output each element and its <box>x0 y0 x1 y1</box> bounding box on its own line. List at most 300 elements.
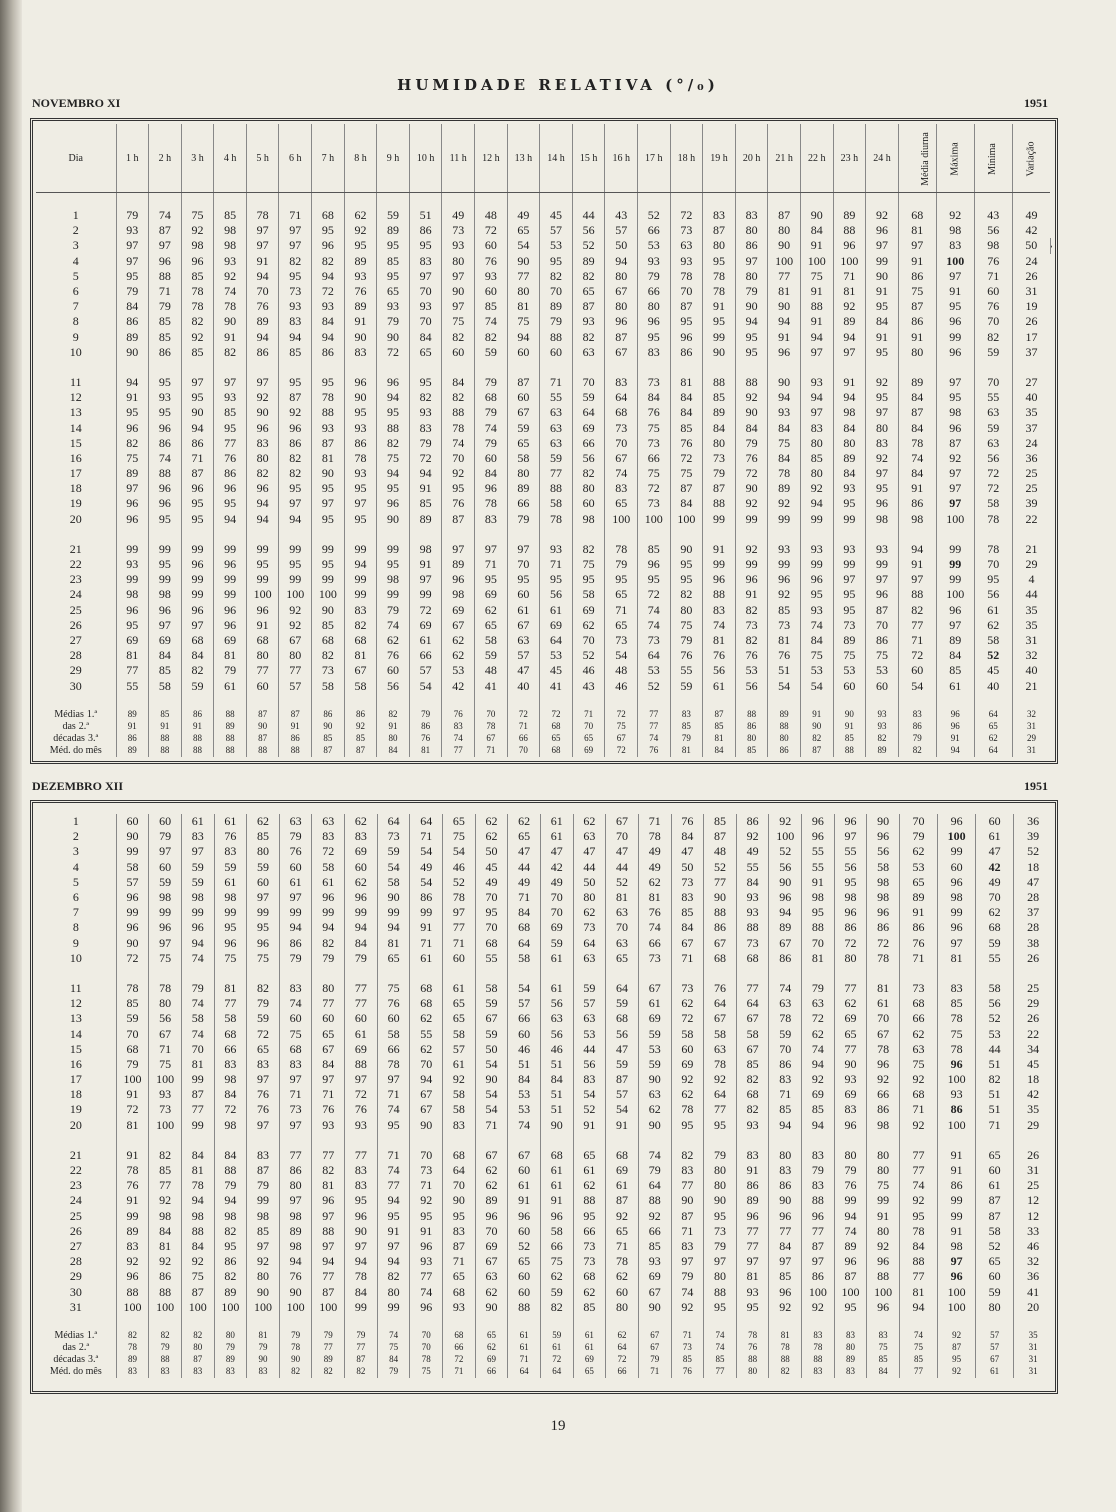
humidity-cell: 98 <box>181 890 214 905</box>
humidity-cell: 74 <box>508 1118 541 1133</box>
humidity-cell: 93 <box>800 375 833 390</box>
humidity-cell: 87 <box>442 512 475 527</box>
humidity-cell: 47 <box>507 663 540 678</box>
humidity-cell: 63 <box>475 1269 508 1284</box>
humidity-cell: 79 <box>670 633 703 648</box>
humidity-cell: 79 <box>149 299 182 314</box>
humidity-cell: 77 <box>214 996 247 1011</box>
humidity-cell: 96 <box>867 1057 900 1072</box>
humidity-cell: 68 <box>573 1269 606 1284</box>
humidity-cell: 84 <box>149 1224 182 1239</box>
humidity-cell: 63 <box>312 814 345 829</box>
humidity-cell: 70 <box>246 284 279 299</box>
humidity-cell: 84 <box>768 451 801 466</box>
humidity-cell: 91 <box>800 238 833 253</box>
humidity-cell: 54 <box>409 678 442 693</box>
humidity-cell: 52 <box>572 648 605 663</box>
humidity-cell: 67 <box>410 1102 443 1117</box>
mean-cell: 85 <box>735 745 768 757</box>
humidity-cell: 86 <box>736 1178 769 1193</box>
humidity-cell: 68 <box>900 996 938 1011</box>
humidity-cell: 81 <box>181 1163 214 1178</box>
humidity-cell: 94 <box>312 269 345 284</box>
humidity-cell: 26 <box>1012 269 1050 284</box>
humidity-cell: 82 <box>736 1072 769 1087</box>
humidity-cell: 92 <box>247 1254 280 1269</box>
humidity-cell: 95 <box>214 920 247 935</box>
humidity-cell: 59 <box>149 875 182 890</box>
mean-cell: 84 <box>377 1354 410 1366</box>
humidity-cell: 92 <box>671 1072 704 1087</box>
humidity-cell: 97 <box>442 542 475 557</box>
mean-cell: 87 <box>344 745 377 757</box>
humidity-cell: 83 <box>671 1239 704 1254</box>
humidity-cell: 78 <box>671 1102 704 1117</box>
humidity-cell: 78 <box>116 1163 149 1178</box>
humidity-cell: 95 <box>410 1209 443 1224</box>
humidity-cell: 42 <box>976 860 1014 875</box>
humidity-cell: 82 <box>736 1102 769 1117</box>
humidity-cell: 92 <box>768 587 801 602</box>
humidity-cell: 100 <box>938 1300 976 1315</box>
humidity-cell: 67 <box>605 345 638 360</box>
humidity-cell: 76 <box>345 1102 378 1117</box>
humidity-cell: 92 <box>279 405 312 420</box>
humidity-cell: 65 <box>900 875 938 890</box>
humidity-cell: 97 <box>116 481 149 496</box>
humidity-cell: 96 <box>116 420 149 435</box>
humidity-cell: 95 <box>344 512 377 527</box>
humidity-cell: 65 <box>605 496 638 511</box>
humidity-cell: 72 <box>475 223 508 238</box>
humidity-cell: 84 <box>768 420 801 435</box>
humidity-cell: 93 <box>344 269 377 284</box>
mean-cell: 79 <box>898 733 936 745</box>
humidity-cell: 92 <box>246 390 279 405</box>
humidity-cell: 50 <box>1012 238 1050 253</box>
humidity-cell: 78 <box>768 466 801 481</box>
humidity-cell: 80 <box>605 269 638 284</box>
humidity-cell: 62 <box>573 814 606 829</box>
humidity-cell: 87 <box>572 299 605 314</box>
humidity-cell: 95 <box>834 1300 867 1315</box>
humidity-cell: 53 <box>735 663 768 678</box>
humidity-cell: 87 <box>443 1239 476 1254</box>
humidity-cell: 70 <box>442 451 475 466</box>
humidity-cell: 78 <box>638 829 671 844</box>
humidity-cell: 90 <box>344 330 377 345</box>
humidity-cell: 62 <box>475 1178 508 1193</box>
humidity-cell: 85 <box>214 405 247 420</box>
mean-cell: 64 <box>974 709 1012 721</box>
mean-cell: 61 <box>540 1342 573 1354</box>
humidity-cell: 70 <box>507 557 540 572</box>
table-row <box>36 223 1052 238</box>
column-header: 20 h <box>735 124 768 193</box>
mean-cell: 91 <box>936 733 974 745</box>
humidity-cell: 96 <box>410 1239 443 1254</box>
mean-cell: 67 <box>638 1342 671 1354</box>
table-row <box>36 1072 1052 1087</box>
humidity-cell: 76 <box>246 299 279 314</box>
humidity-cell: 67 <box>507 618 540 633</box>
humidity-cell: 70 <box>866 618 899 633</box>
mean-cell: 79 <box>247 1342 280 1354</box>
humidity-cell: 95 <box>704 1300 737 1315</box>
humidity-cell: 100 <box>867 1284 900 1299</box>
humidity-cell: 95 <box>833 603 866 618</box>
humidity-cell: 93 <box>345 1118 378 1133</box>
humidity-cell: 95 <box>377 1209 410 1224</box>
humidity-cell: 90 <box>246 405 279 420</box>
mean-cell: 62 <box>606 1330 639 1342</box>
humidity-cell: 80 <box>976 1300 1014 1315</box>
humidity-cell: 95 <box>833 587 866 602</box>
humidity-cell: 54 <box>443 844 476 859</box>
humidity-cell: 88 <box>638 1193 671 1208</box>
humidity-cell: 85 <box>181 269 214 284</box>
day-cell: 27 <box>69 1238 82 1253</box>
table-row <box>36 860 1052 875</box>
table-row <box>36 890 1052 905</box>
humidity-cell: 56 <box>769 860 802 875</box>
humidity-cell: 99 <box>247 905 280 920</box>
humidity-cell: 94 <box>769 1118 802 1133</box>
mean-cell: 75 <box>410 1366 443 1378</box>
humidity-cell: 62 <box>540 1269 573 1284</box>
humidity-cell: 68 <box>344 633 377 648</box>
humidity-cell: 95 <box>116 269 149 284</box>
humidity-cell: 80 <box>867 1148 900 1163</box>
humidity-cell: 66 <box>540 1239 573 1254</box>
humidity-cell: 68 <box>976 920 1014 935</box>
humidity-cell: 29 <box>1014 996 1052 1011</box>
column-header: 24 h <box>866 124 899 193</box>
mean-cell: 81 <box>769 1330 802 1342</box>
humidity-cell: 59 <box>214 860 247 875</box>
humidity-cell: 95 <box>312 481 345 496</box>
humidity-cell: 53 <box>800 663 833 678</box>
humidity-cell: 62 <box>573 1284 606 1299</box>
humidity-cell: 88 <box>214 1163 247 1178</box>
humidity-cell: 70 <box>769 1042 802 1057</box>
day-cell: 20 <box>69 511 82 526</box>
humidity-cell: 94 <box>181 1193 214 1208</box>
humidity-cell: 53 <box>442 663 475 678</box>
humidity-cell: 54 <box>573 1087 606 1102</box>
humidity-cell: 85 <box>736 1057 769 1072</box>
humidity-cell: 82 <box>214 345 247 360</box>
table-row <box>36 1284 1052 1299</box>
humidity-cell: 73 <box>377 829 410 844</box>
humidity-cell: 69 <box>834 1087 867 1102</box>
humidity-cell: 49 <box>638 860 671 875</box>
humidity-cell: 52 <box>508 1239 541 1254</box>
humidity-cell: 49 <box>508 875 541 890</box>
humidity-cell: 60 <box>507 587 540 602</box>
humidity-cell: 85 <box>671 905 704 920</box>
humidity-cell: 79 <box>475 405 508 420</box>
humidity-cell: 97 <box>181 375 214 390</box>
humidity-cell: 96 <box>377 375 410 390</box>
humidity-cell: 60 <box>246 678 279 693</box>
humidity-cell: 97 <box>312 1072 345 1087</box>
humidity-cell: 61 <box>443 1057 476 1072</box>
mean-cell: 84 <box>377 745 410 757</box>
humidity-cell: 65 <box>573 1148 606 1163</box>
humidity-table-december <box>36 814 1052 1378</box>
humidity-cell: 89 <box>833 314 866 329</box>
humidity-cell: 68 <box>214 1026 247 1041</box>
table-row <box>36 330 1052 345</box>
humidity-cell: 48 <box>475 663 508 678</box>
humidity-cell: 65 <box>606 951 639 966</box>
humidity-cell: 65 <box>605 587 638 602</box>
mean-cell: 61 <box>573 1330 606 1342</box>
humidity-cell: 86 <box>866 633 899 648</box>
humidity-cell: 20 <box>1014 1300 1052 1315</box>
humidity-cell: 85 <box>149 330 182 345</box>
mean-cell: 67 <box>475 733 508 745</box>
humidity-cell: 97 <box>736 1254 769 1269</box>
humidity-cell: 96 <box>214 481 247 496</box>
mean-cell: 79 <box>345 1330 378 1342</box>
humidity-cell: 95 <box>866 481 899 496</box>
mean-cell: 80 <box>834 1342 867 1354</box>
humidity-cell: 80 <box>833 436 866 451</box>
humidity-cell: 72 <box>867 936 900 951</box>
humidity-cell: 95 <box>279 375 312 390</box>
humidity-cell: 94 <box>312 1254 345 1269</box>
humidity-cell: 84 <box>312 1057 345 1072</box>
humidity-cell: 93 <box>670 254 703 269</box>
humidity-cell: 67 <box>704 1011 737 1026</box>
humidity-cell: 62 <box>442 633 475 648</box>
humidity-cell: 99 <box>345 905 378 920</box>
means-row <box>36 1330 1052 1342</box>
humidity-cell: 81 <box>898 223 936 238</box>
humidity-cell: 80 <box>377 1284 410 1299</box>
humidity-cell: 90 <box>410 1118 443 1133</box>
mean-cell: 82 <box>345 1366 378 1378</box>
humidity-cell: 49 <box>638 844 671 859</box>
humidity-cell: 87 <box>671 1209 704 1224</box>
humidity-cell: 96 <box>279 420 312 435</box>
humidity-cell: 71 <box>410 829 443 844</box>
humidity-cell: 54 <box>377 860 410 875</box>
humidity-cell: 93 <box>833 542 866 557</box>
mean-cell: 89 <box>768 709 801 721</box>
humidity-cell: 70 <box>116 1026 149 1041</box>
humidity-cell: 73 <box>605 633 638 648</box>
humidity-cell: 79 <box>377 314 410 329</box>
humidity-cell: 75 <box>442 314 475 329</box>
mean-cell: 79 <box>149 1342 182 1354</box>
humidity-cell: 21 <box>1012 678 1050 693</box>
humidity-cell: 100 <box>279 1300 312 1315</box>
humidity-cell: 95 <box>735 330 768 345</box>
humidity-cell: 88 <box>573 1193 606 1208</box>
humidity-cell: 22 <box>1014 1026 1052 1041</box>
humidity-cell: 96 <box>214 557 247 572</box>
humidity-cell: 92 <box>867 1072 900 1087</box>
humidity-cell: 45 <box>475 860 508 875</box>
humidity-cell: 76 <box>377 996 410 1011</box>
mean-cell: 80 <box>181 1342 214 1354</box>
humidity-cell: 96 <box>312 890 345 905</box>
mean-cell: 88 <box>768 721 801 733</box>
humidity-cell: 98 <box>898 512 936 527</box>
humidity-cell: 99 <box>936 572 974 587</box>
mean-cell: 89 <box>214 721 247 733</box>
humidity-cell: 97 <box>377 1072 410 1087</box>
humidity-cell: 67 <box>736 1042 769 1057</box>
table-row <box>36 375 1052 390</box>
mean-cell: 87 <box>279 709 312 721</box>
humidity-cell: 51 <box>508 1057 541 1072</box>
mean-cell: 82 <box>866 733 899 745</box>
humidity-cell: 81 <box>181 1057 214 1072</box>
humidity-cell: 100 <box>116 1072 149 1087</box>
mean-cell: 88 <box>149 733 182 745</box>
day-cell: 5 <box>72 874 79 889</box>
humidity-cell: 100 <box>670 512 703 527</box>
humidity-cell: 96 <box>116 890 149 905</box>
humidity-cell: 59 <box>247 1011 280 1026</box>
humidity-cell: 24 <box>1012 436 1050 451</box>
humidity-cell: 95 <box>149 405 182 420</box>
humidity-cell: 99 <box>938 905 976 920</box>
humidity-cell: 40 <box>1012 390 1050 405</box>
table-row <box>36 420 1052 435</box>
humidity-cell: 77 <box>149 1178 182 1193</box>
humidity-cell: 91 <box>344 314 377 329</box>
humidity-cell: 56 <box>974 223 1012 238</box>
humidity-cell: 93 <box>442 238 475 253</box>
humidity-cell: 81 <box>377 936 410 951</box>
humidity-cell: 58 <box>312 678 345 693</box>
humidity-cell: 83 <box>443 1118 476 1133</box>
day-cell: 21 <box>69 541 82 556</box>
humidity-cell: 95 <box>116 618 149 633</box>
humidity-cell: 97 <box>735 254 768 269</box>
humidity-cell: 95 <box>670 572 703 587</box>
humidity-cell: 84 <box>149 648 182 663</box>
humidity-cell: 94 <box>279 1254 312 1269</box>
humidity-cell: 65 <box>976 1254 1014 1269</box>
mean-cell: 88 <box>802 1354 835 1366</box>
humidity-cell: 84 <box>898 420 936 435</box>
mean-cell: 87 <box>800 745 833 757</box>
humidity-cell: 82 <box>442 330 475 345</box>
humidity-cell: 78 <box>443 890 476 905</box>
humidity-cell: 73 <box>736 936 769 951</box>
humidity-cell: 52 <box>704 860 737 875</box>
humidity-cell: 97 <box>214 375 247 390</box>
humidity-cell: 95 <box>312 512 345 527</box>
humidity-cell: 77 <box>246 663 279 678</box>
humidity-cell: 65 <box>606 1224 639 1239</box>
humidity-cell: 97 <box>866 405 899 420</box>
humidity-cell: 58 <box>214 1011 247 1026</box>
humidity-cell: 54 <box>606 1102 639 1117</box>
humidity-cell: 97 <box>834 829 867 844</box>
humidity-cell: 94 <box>279 512 312 527</box>
mean-cell: 83 <box>898 709 936 721</box>
humidity-cell: 35 <box>1012 618 1050 633</box>
mean-cell: 89 <box>116 709 149 721</box>
month-label-november: NOVEMBRO XI <box>32 96 121 110</box>
humidity-cell: 99 <box>247 1193 280 1208</box>
humidity-cell: 44 <box>572 208 605 223</box>
humidity-cell: 67 <box>475 1148 508 1163</box>
column-header: 19 h <box>703 124 736 193</box>
humidity-cell: 43 <box>605 208 638 223</box>
humidity-cell: 70 <box>606 920 639 935</box>
humidity-cell: 72 <box>116 1102 149 1117</box>
humidity-cell: 67 <box>312 1042 345 1057</box>
humidity-cell: 58 <box>181 1011 214 1026</box>
mean-cell: 83 <box>867 1330 900 1342</box>
humidity-cell: 57 <box>279 678 312 693</box>
humidity-cell: 99 <box>735 557 768 572</box>
humidity-cell: 82 <box>475 330 508 345</box>
mean-cell: 90 <box>312 721 345 733</box>
humidity-cell: 69 <box>638 1269 671 1284</box>
humidity-cell: 91 <box>410 920 443 935</box>
humidity-cell: 94 <box>312 920 345 935</box>
humidity-cell: 92 <box>181 1254 214 1269</box>
mean-cell: 87 <box>938 1342 976 1354</box>
humidity-cell: 59 <box>181 860 214 875</box>
humidity-cell: 60 <box>345 860 378 875</box>
humidity-cell: 99 <box>214 905 247 920</box>
humidity-cell: 48 <box>475 208 508 223</box>
humidity-cell: 76 <box>735 451 768 466</box>
humidity-cell: 65 <box>605 618 638 633</box>
table-row <box>36 284 1052 299</box>
humidity-cell: 93 <box>214 254 247 269</box>
humidity-cell: 95 <box>149 375 182 390</box>
humidity-cell: 57 <box>443 1042 476 1057</box>
humidity-cell: 88 <box>149 1284 182 1299</box>
humidity-cell: 95 <box>540 254 573 269</box>
humidity-cell: 71 <box>377 1087 410 1102</box>
humidity-cell: 37 <box>1014 905 1052 920</box>
humidity-cell: 80 <box>312 981 345 996</box>
humidity-cell: 80 <box>703 436 736 451</box>
humidity-cell: 53 <box>573 1026 606 1041</box>
humidity-cell: 82 <box>976 1072 1014 1087</box>
humidity-cell: 80 <box>246 648 279 663</box>
humidity-cell: 61 <box>638 996 671 1011</box>
humidity-cell: 71 <box>606 1239 639 1254</box>
humidity-cell: 77 <box>736 1224 769 1239</box>
humidity-cell: 18 <box>1014 860 1052 875</box>
humidity-cell: 100 <box>279 587 312 602</box>
humidity-cell: 89 <box>703 405 736 420</box>
humidity-cell: 90 <box>703 345 736 360</box>
humidity-cell: 95 <box>704 1209 737 1224</box>
mean-cell: 83 <box>834 1330 867 1342</box>
humidity-cell: 96 <box>312 1193 345 1208</box>
humidity-cell: 61 <box>606 1178 639 1193</box>
humidity-cell: 90 <box>638 1300 671 1315</box>
table-row <box>36 451 1052 466</box>
humidity-cell: 85 <box>800 451 833 466</box>
humidity-cell: 91 <box>703 299 736 314</box>
means-row <box>36 1354 1052 1366</box>
